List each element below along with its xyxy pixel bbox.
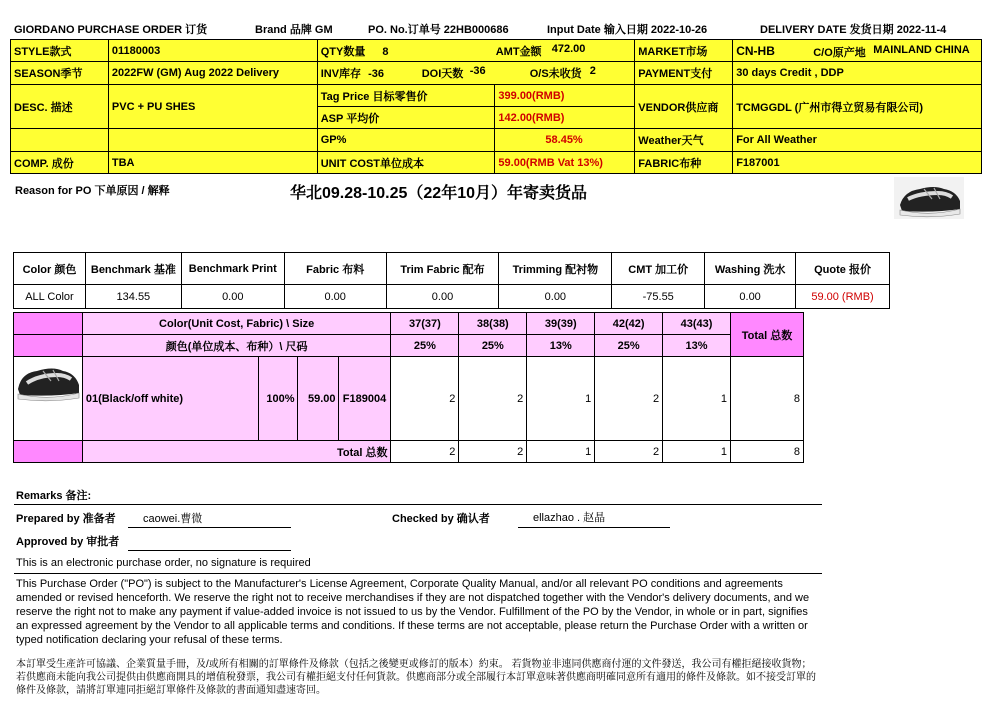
row-total: 8 (731, 357, 804, 441)
desc-value: PVC + PU SHES (108, 85, 317, 129)
electronic-note: This is an electronic purchase order, no signature is required (16, 557, 311, 569)
cost-header-trim-fabric: Trim Fabric 配布 (386, 253, 499, 285)
size-title-en: Color(Unit Cost, Fabric) \ Size (82, 313, 391, 335)
table-row (14, 357, 804, 441)
po-title: GIORDANO PURCHASE ORDER 订货 (14, 24, 208, 36)
style-label: STYLE款式 (11, 40, 109, 62)
qty-cell: 2 (459, 357, 527, 441)
color-cost: 59.00 (297, 357, 338, 441)
season-label: SEASON季节 (11, 62, 109, 85)
market-origin-cell (733, 40, 982, 62)
total-header: Total 总数 (731, 313, 804, 357)
size-ratio: 25% (595, 335, 663, 357)
total-cell: 2 (459, 441, 527, 463)
total-cell: 2 (391, 441, 459, 463)
inventory-cell (317, 62, 635, 85)
fabric-label: FABRIC布种 (635, 152, 733, 174)
size-header: 43(43) (663, 313, 731, 335)
divider (14, 504, 822, 505)
cost-header-row (14, 253, 890, 285)
size-header: 42(42) (595, 313, 663, 335)
size-header-row (14, 313, 804, 335)
cost-cell: 0.00 (499, 285, 612, 309)
qty-value: 8 (382, 45, 389, 58)
input-date: Input Date 输入日期 2022-10-26 (547, 24, 708, 36)
tag-price-value: 399.00(RMB) (495, 85, 635, 107)
divider (14, 573, 822, 574)
shoe-image (15, 359, 82, 403)
doi-label: DOI天数 (421, 68, 464, 80)
unit-cost-value: 59.00(RMB Vat 13%) (495, 152, 635, 174)
cost-header-fabric: Fabric 布料 (284, 253, 386, 285)
asp-value: 142.00(RMB) (495, 107, 635, 129)
comp-label: COMP. 成份 (11, 152, 109, 174)
total-cell: 1 (527, 441, 595, 463)
unit-cost-label: UNIT COST单位成本 (317, 152, 495, 174)
delivery-date: DELIVERY DATE 发货日期 2022-11-4 (760, 24, 947, 36)
po-header (0, 21, 990, 35)
weather-value: For All Weather (733, 129, 982, 152)
cost-cell: 0.00 (181, 285, 284, 309)
weather-label: Weather天气 (635, 129, 733, 152)
asp-label: ASP 平均价 (317, 107, 495, 129)
origin-value: MAINLAND CHINA (873, 43, 970, 56)
brand-field: Brand 品牌 GM (255, 24, 333, 36)
origin-label: C/O原产地 (813, 46, 866, 59)
amt-label: AMT金额 (495, 45, 542, 58)
fabric-value: F187001 (733, 152, 982, 174)
cost-header-quote: Quote 报价 (796, 253, 890, 285)
market-value: CN-HB (736, 43, 775, 58)
cost-cell: 0.00 (386, 285, 499, 309)
cost-cell: ALL Color (14, 285, 86, 309)
remarks-label: Remarks 备注: (16, 490, 92, 502)
gp-value: 58.45% (495, 129, 635, 152)
inv-label: INV库存 (320, 68, 362, 80)
checked-value: ellazhao . 赵晶 (533, 512, 606, 524)
signature-line (128, 550, 291, 551)
signature-line (518, 527, 670, 528)
product-thumbnail-image (894, 177, 964, 219)
terms-english: This Purchase Order ("PO") is subject to the Manufacturer's License Agreement, Corporate Quality Manual, and/or all relevant PO conditions and agreements amended or revised henceforth. We reserve the right not to receive merchandises if they are not dispatched together with the Vendor's delivery documents, and we reserve the right not to make any payment if value-added invoice is not issued to us by the Vendor. Fulfillment of the PO by the Vendor, in whole or in part, signifies an expressed agreement by the Vendor to all applicable terms and conditions. If these terms are not acceptable, please return the Purchase Order with a written or typed notification declaring your refusal of these terms. (16, 578, 810, 646)
os-label: O/S未收货 (529, 68, 582, 80)
size-ratio: 25% (459, 335, 527, 357)
qty-amt-cell (317, 40, 635, 62)
qty-cell: 1 (527, 357, 595, 441)
prepared-value: caowei.曹微 (143, 513, 203, 525)
table-row (14, 285, 890, 309)
qty-cell: 2 (391, 357, 459, 441)
size-title-cn: 颜色(单位成本、布种）\ 尺码 (82, 335, 391, 357)
color-name: 01(Black/off white) (82, 357, 258, 441)
cost-cell: 134.55 (85, 285, 181, 309)
tag-price-label: Tag Price 目标零售价 (317, 85, 495, 107)
cost-cell: -75.55 (612, 285, 705, 309)
qty-cell: 1 (663, 357, 731, 441)
cost-header-washing: Washing 洗水 (705, 253, 796, 285)
size-ratio: 25% (391, 335, 459, 357)
amt-value: 472.00 (551, 42, 586, 55)
comp-value: TBA (108, 152, 317, 174)
cost-cell: 0.00 (705, 285, 796, 309)
approved-label: Approved by 审批者 (16, 536, 120, 548)
cost-breakdown-table (13, 252, 890, 309)
cost-header-color: Color 颜色 (14, 253, 86, 285)
cost-header-cmt: CMT 加工价 (612, 253, 705, 285)
terms-chinese: 本訂單受生產許可協議、企業質量手冊，及/或所有相關的訂單條件及條款（包括之後變更或修訂的版本）約束。 若貨物並非連同供應商付運的文件發送，我公司有權拒絕接收貨物；若供應商未能向我公司提供由供應商開具的增值稅發票，我公司有權拒絕支付任何貨款。供應商部分或全部履行本訂單意味著供應商明確同意所有適用的條件及條款。如不接受訂單的條件及條款，請將訂單連同拒絕訂單條件及條款的書面通知盡速寄回。 (16, 659, 816, 696)
size-ratio-row (14, 335, 804, 357)
totals-label: Total 总数 (82, 441, 391, 463)
desc-label: DESC. 描述 (11, 85, 109, 129)
payment-label: PAYMENT支付 (635, 62, 733, 85)
cost-cell: 0.00 (284, 285, 386, 309)
total-cell: 1 (663, 441, 731, 463)
quote-cell: 59.00 (RMB) (796, 285, 890, 309)
color-image-cell (14, 357, 83, 441)
reason-label: Reason for PO 下单原因 / 解释 (15, 185, 170, 197)
qty-cell: 2 (595, 357, 663, 441)
cost-header-trimming: Trimming 配衬物 (499, 253, 612, 285)
size-breakdown-table (13, 312, 804, 463)
size-ratio: 13% (663, 335, 731, 357)
inv-value: -36 (368, 68, 385, 80)
info-table (10, 39, 982, 174)
style-value: 01180003 (108, 40, 317, 62)
qty-label: QTY数量 (320, 45, 366, 58)
vendor-value: TCMGGDL (广州市得立贸易有限公司) (733, 85, 982, 129)
size-header: 37(37) (391, 313, 459, 335)
payment-value: 30 days Credit , DDP (733, 62, 982, 85)
checked-label: Checked by 确认者 (392, 513, 490, 525)
po-number: PO. No.订单号 22HB000686 (368, 24, 509, 36)
market-label: MARKET市场 (635, 40, 733, 62)
cost-header-benchmark: Benchmark 基准 (85, 253, 181, 285)
total-cell: 2 (595, 441, 663, 463)
signature-line (128, 527, 291, 528)
grand-total: 8 (731, 441, 804, 463)
size-header: 38(38) (459, 313, 527, 335)
color-fabric: F189004 (338, 357, 391, 441)
color-pct: 100% (258, 357, 297, 441)
gp-label: GP% (317, 129, 495, 152)
vendor-label: VENDOR供应商 (635, 85, 733, 129)
size-ratio: 13% (527, 335, 595, 357)
totals-row (14, 441, 804, 463)
os-value: 2 (589, 65, 596, 77)
doi-value: -36 (469, 65, 486, 77)
prepared-label: Prepared by 准备者 (16, 513, 116, 525)
season-value: 2022FW (GM) Aug 2022 Delivery (108, 62, 317, 85)
size-header: 39(39) (527, 313, 595, 335)
reason-text: 华北09.28-10.25（22年10月）年寄卖货品 (290, 185, 588, 202)
cost-header-benchmark-print: Benchmark Print (181, 253, 284, 285)
